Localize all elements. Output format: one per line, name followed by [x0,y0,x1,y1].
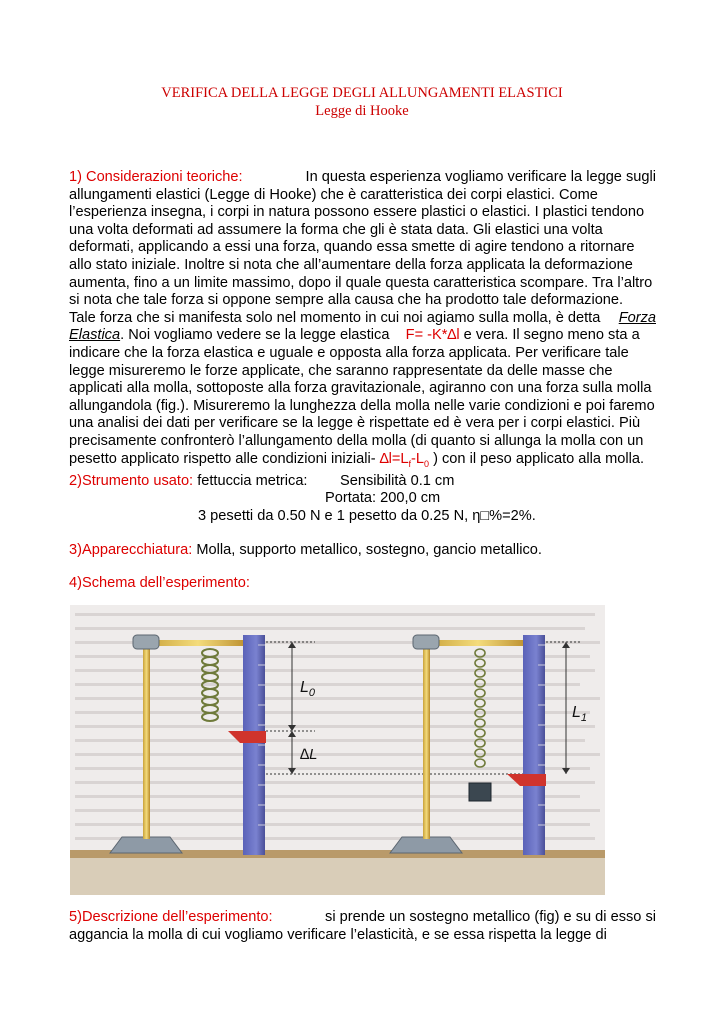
left-stand-base [110,837,182,853]
l0-label-text: L [300,679,309,696]
instrument-name: fettuccia metrica: [197,473,308,489]
section-1-last-line [69,451,656,469]
section-1-line: l’esperienza insegna, i corpi in natura possono essere plastici o elastici. I plastici tendono [69,204,645,221]
document-title: VERIFICA DELLA LEGGE DEGLI ALLUNGAMENTI ELASTICI [161,85,563,101]
section-1-line: allungamenti elastici (Legge di Hooke) che è caratteristica dei corpi elastici. Come [69,186,598,203]
section-1-first-line-text: In questa esperienza vogliamo verificare la legge sugli [305,169,656,185]
section-1-line: indicare che la forza elastica e uguale e opposta alla forza applicata. Per verificare tale [69,344,629,361]
section-1-line: allo stato iniziale. Inoltre si nota che all’aumentare della forza applicata la deformazione [69,256,633,273]
section-1-text: . Noi vogliamo vedere se la legge elastica [120,327,390,344]
section-5-first-line-text: si prende un sostegno metallico (fig) e su di esso si [325,909,656,925]
section-1-line: legge misureremo le forze applicate, che saranno rappresentate da delle masse che [69,362,613,379]
delta-l-formula-part: -L [411,450,425,467]
subscript-f: f [408,458,412,469]
section-1-line: applicati alla molla, sottoposte alla forza gravitazionale, agiranno con una forza sulla molla [69,380,652,397]
section-2-heading: 2)Strumento usato: [69,473,194,489]
section-1-line: si nota che tale forza si oppone sempre alla causa che ha prodotto tale deformazione. [69,292,624,309]
section-1 [69,169,656,468]
hooke-formula: F= -K*∆l [405,327,460,344]
document-subtitle: Legge di Hooke [315,103,409,119]
section-3-heading: 3)Apparecchiatura: [69,542,193,558]
left-clamp [133,635,159,649]
section-1-first-line [69,169,656,187]
right-stand-base [390,837,462,853]
table-surface [70,858,605,895]
section-1-line-formula [69,327,656,345]
pesetti: 3 pesetti da 0.50 N e 1 pesetto da 0.25 N, η□%=2%. [198,508,536,524]
section-5-line: aggancia la molla di cui vogliamo verificare l’elasticità, e se essa rispetta la legge di [69,926,607,943]
section-5 [69,909,656,944]
portata: Portata: 200,0 cm [325,490,441,506]
section-4-heading: 4)Schema dell’esperimento: [69,575,250,591]
section-1-line: deformati, applicando a essi una forza, quando essa smette di agire tendono a ritornare [69,239,635,256]
section-1-line: una volta deformati ad assumere la forma che gli è stata data. Gli elastici una volta [69,221,603,238]
section-1-line: precisamente confronterò l’allungamento della molla (di quanto si allunga la molla con un [69,432,644,449]
sensibilita: Sensibilità 0.1 cm [340,473,455,489]
weight [469,783,491,801]
right-clamp [413,635,439,649]
section-1-text: pesetto applicato rispetto alle condizioni iniziali- [69,450,376,467]
left-stand-arm [146,640,250,646]
l0-label-sub: 0 [308,687,316,699]
section-2-first-line [69,473,308,489]
section-1-heading: 1) Considerazioni teoriche: [69,169,243,185]
section-1-line: aumenta, fino a un limite massimo, dopo il quale questa caratteristica scompare. Tra l’altro [69,274,653,291]
section-1-line: Tale forza che si manifesta solo nel momento in cui noi agiamo sulla molla, è detta [69,309,601,326]
section-3 [69,542,542,558]
section-5-heading: 5)Descrizione dell’esperimento: [69,909,273,925]
dl-label: ∆L [300,746,318,763]
forza-elastica-term: Forza [618,309,656,326]
l1-label-sub: 1 [580,712,588,724]
left-stand-rod [143,643,150,839]
experiment-figure [70,605,605,895]
section-1-line: una analisi dei dati per verificare se la legge è rispettate ed è vera per i corpi elastici. Più [69,415,641,432]
section-1-text: ) con il peso applicato alla molla. [433,450,645,467]
section-1-text: e vera. Il segno meno sta a [463,327,640,344]
subscript-0: 0 [424,458,430,469]
right-stand-rod [423,643,430,839]
apparecchiatura-text: Molla, supporto metallico, sostegno, gancio metallico. [196,542,542,558]
section-1-line-forza [69,310,656,328]
delta-l-formula-part: ∆l=L [379,450,409,467]
section-5-first-line [69,909,656,927]
l1-label-text: L [572,704,581,721]
right-stand-arm [426,640,530,646]
delta-l-formula [380,451,429,467]
forza-elastica-term: Elastica [69,327,121,344]
section-1-line: allungandola (fig.). Misureremo la lunghezza della molla nelle varie condizioni e poi faremo [69,397,655,414]
